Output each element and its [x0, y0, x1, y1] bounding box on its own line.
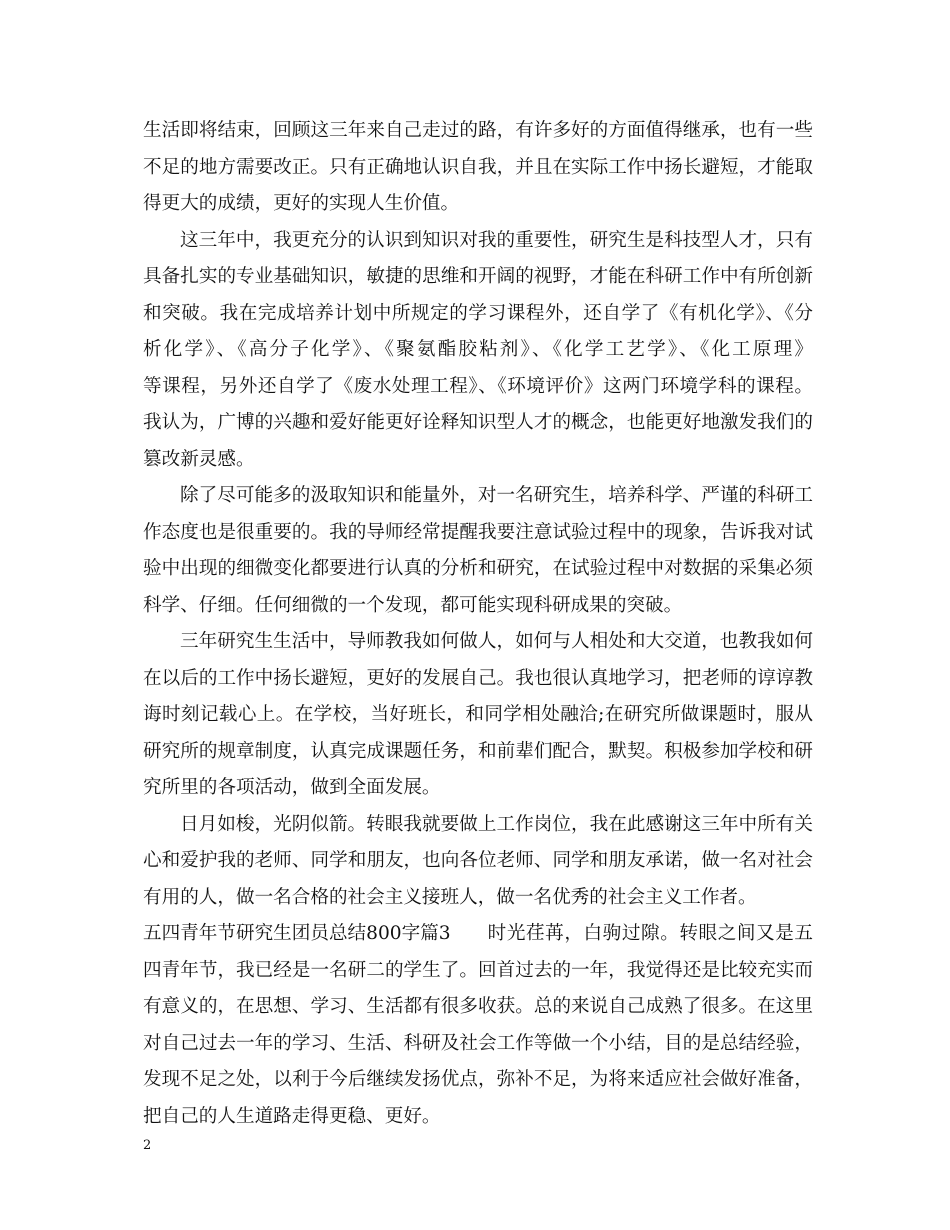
- text-line: 生活即将结束，回顾这三年来自己走过的路，有许多好的方面值得继承，也有一些: [143, 120, 813, 141]
- text-line: 在以后的工作中扬长避短，更好的发展自己。我也很认真地学习，把老师的谆谆教: [143, 667, 813, 689]
- body-text: [143, 113, 813, 1135]
- text-line: 和突破。我在完成培养计划中所规定的学习课程外，还自学了《有机化学》、《分: [143, 302, 813, 324]
- text-line: 除了尽可能多的汲取知识和能量外，对一名研究生，培养科学、严谨的科研工: [180, 485, 813, 506]
- text-line: 诲时刻记载心上。在学校，当好班长，和同学相处融洽;在研究所做课题时，服从: [143, 704, 813, 725]
- text-line: 把自己的人生道路走得更稳、更好。: [143, 1105, 441, 1127]
- text-line: 有意义的，在思想、学习、生活都有很多收获。总的来说自己成熟了很多。在这里: [143, 996, 813, 1017]
- text-line: 作态度也是很重要的。我的导师经常提醒我要注意试验过程中的现象，告诉我对试: [143, 521, 813, 543]
- text-line: 四青年节，我已经是一名研二的学生了。回首过去的一年，我觉得还是比较充实而: [143, 959, 813, 981]
- text-line: 发现不足之处，以利于今后继续发扬优点，弥补不足，为将来适应社会做好准备，: [143, 1069, 813, 1090]
- text-line: 具备扎实的专业基础知识，敏捷的思维和开阔的视野，才能在科研工作中有所创新: [143, 266, 813, 287]
- page-number: 2: [143, 1138, 152, 1153]
- section-heading-line: [143, 916, 813, 953]
- text-line: 这三年中，我更充分的认识到知识对我的重要性，研究生是科技型人才，只有: [180, 229, 813, 251]
- text-line: 篡改新灵感。: [143, 448, 255, 470]
- text-line: 研究所的规章制度，认真完成课题任务，和前辈们配合，默契。积极参加学校和研: [143, 740, 813, 762]
- text-line: 对自己过去一年的学习、生活、科研及社会工作等做一个小结，目的是总结经验，: [143, 1032, 813, 1054]
- text-line: 科学、仔细。任何细微的一个发现，都可能实现科研成果的突破。: [143, 594, 683, 616]
- text-line: 日月如梭，光阴似箭。转眼我就要做上工作岗位，我在此感谢这三年中所有关: [180, 813, 813, 835]
- text-line: 心和爱护我的老师、同学和朋友，也向各位老师、同学和朋友承诺，做一名对社会: [143, 850, 813, 871]
- text-line: 析化学》、《高分子化学》、《聚氨酯胶粘剂》、《化学工艺学》、《化工原理》: [143, 339, 813, 360]
- text-line: 不足的地方需要改正。只有正确地认识自我，并且在实际工作中扬长避短，才能取: [143, 156, 813, 178]
- text-line: 究所里的各项活动，做到全面发展。: [143, 777, 441, 798]
- text-line: 我认为，广博的兴趣和爱好能更好诠释知识型人才的概念，也能更好地激发我们的: [143, 412, 813, 433]
- text-line: 得更大的成绩，更好的实现人生价值。: [143, 193, 460, 214]
- section-title: 五四青年节研究生团员总结800字篇3: [143, 923, 451, 944]
- text-line: 等课程，另外还自学了《废水处理工程》、《环境评价》这两门环境学科的课程。: [143, 375, 813, 397]
- text-line: 有用的人，做一名合格的社会主义接班人，做一名优秀的社会主义工作者。: [143, 886, 757, 908]
- text-line: 验中出现的细微变化都要进行认真的分析和研究，在试验过程中对数据的采集必须: [143, 558, 813, 579]
- text-line: 三年研究生生活中，导师教我如何做人，如何与人相处和大交道，也教我如何: [180, 631, 813, 652]
- section-first-line: 时光荏苒，白驹过隙。转眼之间又是五: [487, 923, 813, 944]
